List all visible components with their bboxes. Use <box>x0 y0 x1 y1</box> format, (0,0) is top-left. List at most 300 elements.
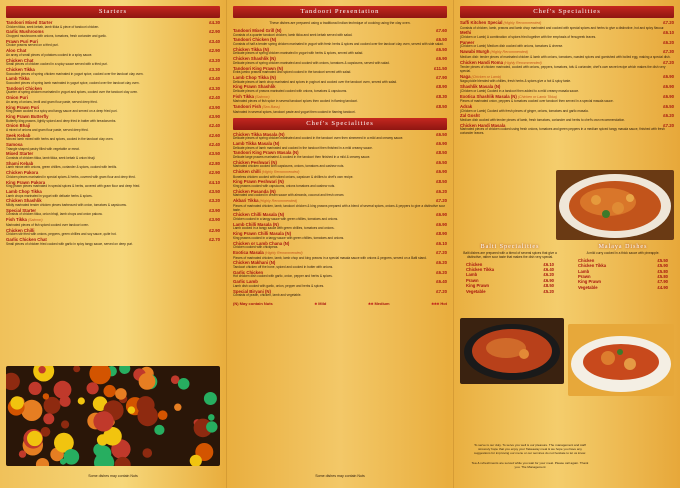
price-list-row <box>572 285 674 290</box>
menu-item-name: Fish Tikka (Salmon) <box>233 93 270 99</box>
photo-blob <box>87 382 99 394</box>
middle-column <box>233 6 447 484</box>
menu-item-desc: Chicken cooked with chickpeas. <box>233 245 279 250</box>
menu-item-price: £7.20 <box>663 122 674 128</box>
menu-item-desc: Tender pieces of chicken marinated, cooked with onions, peppers, tomatoes, tofu & coriander, chef's own secret recipe which makes the dish very special. <box>460 65 666 73</box>
menu-item-name: Chicken Shashlik (N) <box>233 56 276 62</box>
menu-item-price: £6.90 <box>436 212 447 218</box>
menu-item-price: £6.10 <box>436 240 447 246</box>
menu-item-name: Chicken Chilli <box>6 227 35 233</box>
menu-item <box>233 212 447 221</box>
menu-item-note: (Chicken or Lamb Tikka) <box>516 94 557 99</box>
photo-blob <box>10 396 23 409</box>
menu-item-note: (Sea Bass) <box>261 105 280 110</box>
menu-item-desc: Chicken pieces marinated in special spices & herbs, covered with gram flour and deep fried. <box>6 174 136 179</box>
menu-item <box>6 58 220 67</box>
photo-blob <box>78 397 85 404</box>
price-list-price: £6.90 <box>543 277 554 283</box>
photo-blob <box>158 410 168 420</box>
menu-item-price: £2.70 <box>209 236 220 242</box>
menu-item-name: Samosa <box>6 142 23 148</box>
menu-item-name: Chicken Shashlik <box>6 198 42 204</box>
menu-item-price: £8.30 <box>436 93 447 99</box>
menu-item-name: Onion Bhaji <box>6 123 31 129</box>
tandoori-heading: Tandoori Presentation <box>233 6 447 18</box>
menu-item-desc: Delicate pieces of spring chicken marinated in yogurt with herbs & spices, served with salad. <box>233 51 364 56</box>
menu-item-price: £6.20 <box>436 188 447 194</box>
menu-item-price: £6.90 <box>436 221 447 227</box>
menu-item-name: Chicken Pasanda (N) <box>233 188 276 194</box>
menu-item-price: £6.10 <box>663 30 674 36</box>
menu-item-note: (Salmon) <box>253 94 270 99</box>
photo-blob <box>93 411 113 431</box>
menu-item <box>6 76 220 85</box>
menu-item-note: (Salmon) <box>26 218 43 223</box>
menu-item-price: £8.90 <box>436 231 447 237</box>
menu-item-mark: (N) <box>268 56 276 62</box>
menu-item-desc: Marinated and cooked in cream sauce with almonds, coconut and fresh cream. <box>233 193 345 198</box>
menu-item <box>460 94 674 104</box>
menu-item-desc: Hot chicken dish cooked with garlic, onion, pepper and herbs & spices. <box>233 274 333 279</box>
price-list-name: Chicken Tikka <box>578 263 607 269</box>
menu-item-price: £6.50 <box>436 46 447 52</box>
menu-item-name: Adrak <box>460 103 473 109</box>
menu-item-name: King Prawn Peshwari (N) <box>233 179 284 185</box>
photo-blob <box>137 396 155 414</box>
menu-item-desc: Delicate pieces of prawns marinated cooked with onions, tomatoes & capsicums. <box>233 88 348 93</box>
menu-item-name: Exotica Shashlik Masala (N) (Chicken or Lamb Tikka) <box>460 93 557 99</box>
photo-blob <box>204 392 217 405</box>
menu-item-desc: Medium dish cooked with tender pieces of lamb, fresh tomatoes, coriander and herbs to chef's own recommendation. <box>460 117 626 122</box>
menu-item-desc: (Chicken or Lamb) Cooked in a tandoori then added to a mild creamy masala sauce. <box>460 88 580 93</box>
menu-item <box>6 29 220 38</box>
menu-item-name: Onion Puri <box>6 95 28 101</box>
starters-list <box>6 20 220 246</box>
menu-item-price: £2.40 <box>209 142 220 148</box>
photo-blob <box>19 450 26 457</box>
menu-item <box>6 48 220 57</box>
chefs-heading: Chef's Specialities <box>233 118 447 130</box>
menu-item-price: £8.90 <box>436 84 447 90</box>
menu-item-price: £3.40 <box>209 76 220 82</box>
starters-heading: Starters <box>6 6 220 18</box>
menu-item-note: (Highly Recommended) <box>502 21 542 25</box>
photo-blob <box>29 382 42 395</box>
menu-item <box>460 84 674 93</box>
menu-item-name: King Prawn Butterfly <box>6 113 49 119</box>
menu-item-desc: Pieces of marinated chicken, lamb, lamb chop and king prawns in a special masala sauce with onions & peppers, served on a Balti stand. <box>233 255 427 260</box>
price-list-name: Lamb <box>578 268 590 274</box>
price-list-name: Prawn <box>466 277 479 283</box>
menu-item-note: (Highly Recommended) <box>258 199 298 204</box>
menu-item-desc: Delicate pieces of spring chicken marinated and cooked with onions, tomatoes & capsicums, served with salad. <box>233 60 390 65</box>
chefs-right-list <box>460 20 674 136</box>
menu-item <box>460 60 674 74</box>
menu-item-name: Exotica Masala (Highly Recommended) <box>233 250 303 255</box>
menu-item-price: £8.50 <box>436 104 447 110</box>
price-list-price: £4.90 <box>657 284 668 290</box>
menu-item-note: (Highly Recommended) <box>263 251 303 255</box>
menu-item-name: Chicken Handi Roma (Highly Recommended) <box>460 59 542 65</box>
menu-item-price: £6.50 <box>436 37 447 43</box>
price-list-name: Chicken <box>466 261 483 267</box>
menu-item <box>6 123 220 132</box>
price-list-price: £6.10 <box>543 261 554 267</box>
menu-item-desc: Delicate large prawns marinated & cooked in the tandoori then finished in a mild & creamy sauce. <box>233 154 371 159</box>
menu-item-name: Shashlik Masala (N) <box>460 84 501 90</box>
menu-item <box>6 189 220 198</box>
menu-item-desc: Pieces of marinated chicken, lamb, tandoori chicken & king prawns prepared with a blend of several spices, onions & peppers to give a distinctive sour taste. <box>233 203 446 212</box>
menu-item <box>6 133 220 142</box>
menu-item <box>233 66 447 75</box>
menu-item-price: £7.90 <box>436 74 447 80</box>
menu-item-name: Chicken Tikka (N) <box>233 46 269 52</box>
balti-photo <box>460 318 564 384</box>
menu-item-name: Tandoori King Prawn (N) <box>233 65 284 71</box>
menu-item-price: £3.90 <box>209 217 220 223</box>
menu-item-price: £3.90 <box>209 104 220 110</box>
menu-item-price: £2.90 <box>209 227 220 233</box>
menu-item-name: Tandoori Chicken <box>6 85 42 91</box>
menu-item-mark: (N) <box>274 28 282 33</box>
menu-item-desc: Consists of chicken tikka, onion bhaji, lamb chops and onion pakora. <box>6 212 103 217</box>
menu-item-desc: Lamb mince with onions, green chillies, coriander & spices, cooked with lentils. <box>6 165 118 170</box>
menu-item-price: £6.90 <box>436 140 447 146</box>
menu-item-desc: A mixed of onions and gram flour paste, served deep fried. <box>6 127 89 132</box>
menu-item-price: £2.90 <box>209 170 220 176</box>
menu-item <box>233 289 447 298</box>
menu-item <box>6 228 220 237</box>
menu-item <box>6 20 220 29</box>
menu-item-desc: Pieces of marinated onion, peppers & tomatoes cooked over tandoori then served in a special masala sauce. <box>460 99 614 104</box>
menu-item-price: £3.20 <box>209 57 220 63</box>
menu-item-name: Lamb Chop Tikka (N) <box>233 74 276 80</box>
menu-item-desc: Consists of half a tender spring chicken marinated in yogurt with fresh herbs & spices and cooked over the tandoori clay oven, served with side salad. <box>233 41 444 46</box>
menu-item-price: £7.20 <box>663 59 674 65</box>
photo-blob <box>104 385 116 397</box>
menu-item-desc: Lamb chops marinated in yogurt with delicate herbs & spices. <box>6 193 93 198</box>
menu-item <box>233 270 447 279</box>
menu-item-price: £6.20 <box>436 260 447 266</box>
kebab-photo <box>6 366 220 466</box>
menu-item-name: Tandoori Chicken (N) <box>233 37 277 43</box>
menu-item <box>233 189 447 198</box>
price-list-price: £6.40 <box>543 267 554 272</box>
menu-item-desc: Naga pickle blended with chillies, fresh herbs & spices give a hot & spicy taste. <box>460 79 572 84</box>
menu-item-note: (Highly Recommended) <box>260 170 300 175</box>
photo-blob <box>206 421 217 432</box>
menu-item <box>233 231 447 240</box>
menu-item-desc: An array of small pieces of potatoes cooked in a spicy sauce. <box>6 52 93 57</box>
price-list-name: Vegetable <box>466 288 486 294</box>
menu-item-mark: (N) <box>261 46 269 52</box>
chefs-nuts-note: Some dishes may contain Nuts <box>315 474 365 478</box>
menu-item <box>6 86 220 95</box>
chefs-right-heading: Chef's Specialities <box>460 6 674 18</box>
menu-item-desc: (Chicken or Lamb) A combination of spices fried together with the emphasis of fenugreek leaves. <box>460 34 597 39</box>
spice-legend <box>233 301 447 306</box>
menu-item-name: Garlic Mushrooms <box>6 29 44 35</box>
menu-item-price: £6.50 <box>436 131 447 137</box>
menu-item-name: Special Biryani (N) <box>233 288 271 294</box>
menu-item-name: Naga (Chicken or Lamb) <box>460 73 502 79</box>
starters-nuts-note: Some dishes may contain Nuts <box>88 474 138 478</box>
photo-blob <box>21 400 42 421</box>
menu-item <box>233 28 447 37</box>
menu-item-price: £3.90 <box>209 113 220 119</box>
menu-item-desc: Marinated pieces of chicken cooked using fresh onions, tomatoes and green peppers in a medium spiced tangy masala sauce, finished with fresh coriander leaves. <box>460 127 665 136</box>
menu-item <box>6 217 220 227</box>
menu-item-price: £7.20 <box>436 198 447 204</box>
menu-item <box>6 208 220 217</box>
menu-item <box>233 279 447 288</box>
menu-item <box>460 30 674 39</box>
menu-item <box>6 142 220 151</box>
menu-item <box>233 47 447 56</box>
menu-item-desc: Butterfly king prawns, lightly spiced and deep fried in batter with breadcrumbs. <box>6 118 117 123</box>
menu-item-price: £6.20 <box>663 113 674 119</box>
menu-item-name: Garlic Chicken <box>233 269 264 275</box>
menu-item-name: Chicken chilli (Highly Recommended) <box>233 169 300 175</box>
malaya-section <box>572 244 674 290</box>
menu-item-price: £7.60 <box>436 28 447 33</box>
menu-item <box>6 114 220 123</box>
price-list-name: Chicken Tikka <box>466 267 495 272</box>
menu-item-name: Chicken Handi Masala <box>460 122 506 128</box>
menu-item-name: King Prawn Puri <box>6 104 40 110</box>
menu-item-note: (Highly Recommended) <box>502 60 542 65</box>
fold-line <box>226 0 227 488</box>
menu-item <box>233 94 447 104</box>
menu-item-desc: Marinated pieces of fish spiced cooked over tandoori oven. <box>6 222 90 227</box>
price-list-name: Prawn <box>578 274 591 280</box>
menu-item-price: £7.20 <box>663 20 674 25</box>
tandoori-list <box>233 28 447 115</box>
malaya-list <box>572 258 674 290</box>
menu-item-name: Aloo Chat <box>6 48 27 54</box>
menu-item-desc: King prawns cooked in a tangy sauce with green chillies, tomatoes and onions. <box>233 235 345 240</box>
menu-item-name: Shami Kebab <box>6 160 34 166</box>
menu-item-name: Lamb Chop Tikka <box>6 189 42 195</box>
price-list-price: £5.90 <box>657 263 668 269</box>
photo-blob <box>208 414 215 421</box>
menu-item <box>233 222 447 231</box>
menu-item-name: King Prawn Pakora <box>6 179 46 185</box>
menu-item-desc: Marinated chicken cooked with capsicums, onions, tomatoes and cashew nuts. <box>233 164 345 169</box>
menu-item-price: £7.20 <box>436 250 447 255</box>
menu-item-desc: Consists of chicken, lamb, prawns and lamb chop marinated and cooked with special spices and herbs to give a distinctive, hot and spicy flavour. <box>460 25 665 30</box>
menu-item-desc: Tandoori chicken off the bone, spiced and cooked in butter with onions. <box>233 264 334 269</box>
menu-item <box>233 104 447 114</box>
menu-item-desc: An array of onions, lentil and gram flour paste, served deep fried. <box>6 99 98 104</box>
menu-item-desc: Medium dish: tender pieces of marinated chicken & lamb with onions, tomatoes, roasted spices and garnished with boiled egg, making a special dish. <box>460 54 671 59</box>
fold-line <box>453 0 454 488</box>
menu-item-price: £6.20 <box>436 269 447 275</box>
photo-blob <box>154 425 164 435</box>
menu-item-note: (Highly Recommended) <box>489 50 529 55</box>
menu-item-price: £6.50 <box>436 159 447 165</box>
menu-item-desc: Quarter of spring chicken marinated in yogurt and spices, cooked over the tandoori clay oven. <box>6 90 138 95</box>
menu-item <box>460 40 674 49</box>
menu-item-desc: King prawns cooked with capsicums, onions tomatoes and cashew nuts. <box>233 184 336 189</box>
chefs-left-list <box>233 132 447 298</box>
menu-item-desc: Marinated in several spices, tandoori paste and yogurt then cooked in flaming tandoori. <box>233 109 356 114</box>
menu-item-price: £4.10 <box>209 179 220 185</box>
menu-item-desc: Small pieces of chicken cooked in a spicy sauce served with a fried puri. <box>6 62 108 67</box>
menu-item-desc: Mildly marinated tender chicken pieces barbecued with onion, tomatoes & capsicums. <box>6 203 127 208</box>
price-list-name: King Prawn <box>578 279 602 285</box>
menu-item-name: Tandoori Mixed Starter <box>6 20 53 25</box>
starters-column <box>6 6 220 484</box>
menu-item-price: £3.50 <box>209 189 220 195</box>
price-list-price: £5.80 <box>657 268 668 274</box>
menu-item-name: Tandoori Fish (Sea Bass) <box>233 104 280 110</box>
menu-item-desc: Small pieces of chicken fried cooked with garlic in spicy tangy sauce, served on deep puri. <box>6 241 134 246</box>
menu-item-desc: Chicken tikka, seek kebab, lamb tikka & piece of tandoori chicken. <box>6 24 100 29</box>
menu-item-price: £6.90 <box>663 93 674 99</box>
menu-item-price: £3.40 <box>209 38 220 44</box>
menu-item-price: £3.90 <box>209 207 220 213</box>
menu-item-price: £6.90 <box>663 84 674 90</box>
photo-blob <box>139 373 156 390</box>
menu-item-desc: Delicate pieces of spring chicken marinated and cooked in the tandoori oven then simmered in a mild and creamy sauce. <box>233 136 404 141</box>
menu-item-desc: Chicken stir fried with onions, peppers, green chillies and soy sauce, quite hot. <box>6 232 117 237</box>
menu-item-desc: (Chicken or Lamb) Cooked with fresh pieces of ginger, onions, tomatoes and garlic masala. <box>460 108 589 113</box>
footer-note: To serve is our duty. To serve you well is our pleasure. The management and staff sincerely hope that you enjoy your Takeaway meal & we hope you have any suggestions for improving our menu or our services do not hesitate to let us know. <box>474 443 586 455</box>
menu-item <box>233 241 447 250</box>
menu-item-name: Chicken or Lamb Chana (N) <box>233 240 290 246</box>
price-list-name: Vegetable <box>578 284 598 290</box>
menu-item-price: £8.50 <box>436 179 447 185</box>
menu-item <box>233 250 447 260</box>
menu-item-price: £2.40 <box>209 95 220 101</box>
menu-item-price: £6.90 <box>436 56 447 62</box>
photo-blob <box>27 431 42 446</box>
menu-item-price: £2.80 <box>209 160 220 166</box>
menu-item-price: £3.30 <box>209 66 220 72</box>
menu-item-name: Chicken Tikka <box>6 66 35 72</box>
menu-item-name: Chicken Peshwari (N) <box>233 159 277 165</box>
menu-item-desc: Lamb cooked in a tangy sauce with green chillies, tomatoes and onions. <box>233 226 335 231</box>
menu-item <box>6 105 220 114</box>
photo-blob <box>43 413 54 424</box>
menu-item-desc: (Chicken or Lamb) Medium dish cooked with onions, tomatoes & cheese. <box>460 44 564 49</box>
menu-item-note: (Chicken or Lamb) <box>470 74 502 79</box>
menu-item-desc: Delicate pieces of lamb chop marinated and spices in yoghurt and cooked over the tandoori oven, served with salad. <box>233 79 398 84</box>
menu-item-price: £2.40 <box>209 123 220 129</box>
menu-item <box>460 74 674 84</box>
menu-item <box>233 179 447 188</box>
legend-medium: ♣♣ Medium <box>368 300 390 306</box>
photo-blob <box>60 396 71 407</box>
price-list-price: £6.20 <box>543 272 554 278</box>
photo-blob <box>128 406 135 413</box>
menu-item <box>233 150 447 159</box>
photo-blob <box>43 393 49 399</box>
menu-item-desc: Lamb dish cooked with garlic, onion, pepper and herbs & spices. <box>233 283 325 288</box>
menu-item-desc: King prawn cooked in a spicy and tangy sauce and served on a deep fried puri. <box>6 109 118 114</box>
menu-item <box>460 104 674 113</box>
photo-blob <box>115 388 127 400</box>
menu-item <box>6 170 220 179</box>
photo-blob <box>38 366 45 373</box>
menu-item <box>460 113 674 122</box>
menu-item-name: Special Starter <box>6 207 37 213</box>
menu-item-price: £7.30 <box>663 49 674 55</box>
menu-item <box>6 161 220 170</box>
balti-heading: Balti Specialities <box>480 244 540 250</box>
menu-item <box>233 160 447 169</box>
menu-item-desc: Succulent pieces of spring chicken marinated in yogurt spice, cooked over the tandoori clay oven. <box>6 71 144 76</box>
price-list-row <box>460 289 560 294</box>
menu-item-desc: King prawn pieces marinated in special spices & herbs, covered with gram flour and deep fried. <box>6 184 141 189</box>
menu-item <box>233 56 447 65</box>
menu-item-desc: Marinated pieces of fish spice in several tandoori spices then cooked in flaming tandoori. <box>233 99 358 104</box>
menu-item-price: £6.90 <box>663 73 674 79</box>
menu-item-name: Chicken Makhani (N) <box>233 260 276 266</box>
menu-item-name: Mixed Starter <box>6 151 34 157</box>
menu-item-name: Chicken Pakora <box>6 170 39 176</box>
menu-item-price: £11.50 <box>434 65 447 71</box>
price-list-price: £5.20 <box>543 288 554 294</box>
menu-item <box>233 260 447 269</box>
menu-item-name: Methi <box>460 30 472 36</box>
menu-item-price: £3.20 <box>209 198 220 204</box>
price-list-price: £5.50 <box>657 257 668 263</box>
photo-blob <box>178 378 190 390</box>
malaya-desc: A mild curry cooked in a thick sauce with pineapple. <box>586 251 660 255</box>
price-list-price: £7.90 <box>657 279 668 285</box>
menu-item-price: £6.20 <box>663 39 674 45</box>
menu-item-name: Garlic Lamb <box>233 279 258 285</box>
legend-nuts: (N) May contain Nuts <box>233 300 273 306</box>
curry-photo <box>556 170 674 240</box>
photo-blob <box>64 449 80 465</box>
menu-item-name: Lamb Tikka <box>6 76 30 82</box>
menu-item <box>233 75 447 84</box>
menu-item-price: £3.30 <box>209 85 220 91</box>
menu-item-price: £7.20 <box>436 288 447 294</box>
menu-item-name: Chicken Chilli Masala (N) <box>233 212 285 218</box>
menu-item-price: £2.60 <box>209 132 220 138</box>
menu-item-name: Akbari Tikka (Highly Recommended) <box>233 198 298 204</box>
menu-item-desc: Extra jumbo prawns marinated and spiced cooked in the tandoori served with salad. <box>233 70 352 75</box>
menu-item-mark: (N) <box>268 37 277 43</box>
menu-item-desc: Chopped mushrooms with onions, tomatoes, fresh coriander and garlic. <box>6 33 107 38</box>
menu-item-desc: Consists of a quarter tandoori chicken, lamb tikka and seek kebab served with salad. <box>233 32 353 37</box>
menu-item-price: £2.90 <box>209 29 220 35</box>
menu-item-price: £4.30 <box>209 20 220 25</box>
menu-item-name: Prawn Puri Puri <box>6 38 38 44</box>
legend-hot: ♣♣♣ Hot <box>431 300 447 306</box>
menu-item-name: Tandoori King Prawn Masala (N) <box>233 150 299 156</box>
malaya-photo <box>568 324 674 396</box>
menu-item-name: Chicken Tikka Masala (N) <box>233 131 285 137</box>
menu-item-mark: (N) <box>275 65 284 71</box>
footer-note-2: Tea & refreshments are served while you wait for your meal. Please call again. Thank you. The Management <box>471 461 589 469</box>
menu-item-price: £2.90 <box>209 48 220 54</box>
balti-list <box>460 262 560 294</box>
menu-item-name: King Prawn Chilli Masala (N) <box>233 231 292 237</box>
menu-item <box>6 67 220 76</box>
menu-item <box>460 123 674 136</box>
menu-item-desc: Minced lamb mixed with herbs and spices, cooked in the tandoori clay oven. <box>6 137 114 142</box>
menu-item-name: Saffi Kitchen Special (Highly Recommended) <box>460 20 542 25</box>
menu-item <box>233 84 447 93</box>
legend-mild: ♣ Mild <box>314 300 327 306</box>
menu-item-price: £3.50 <box>209 151 220 157</box>
menu-item-price: £8.50 <box>436 150 447 156</box>
